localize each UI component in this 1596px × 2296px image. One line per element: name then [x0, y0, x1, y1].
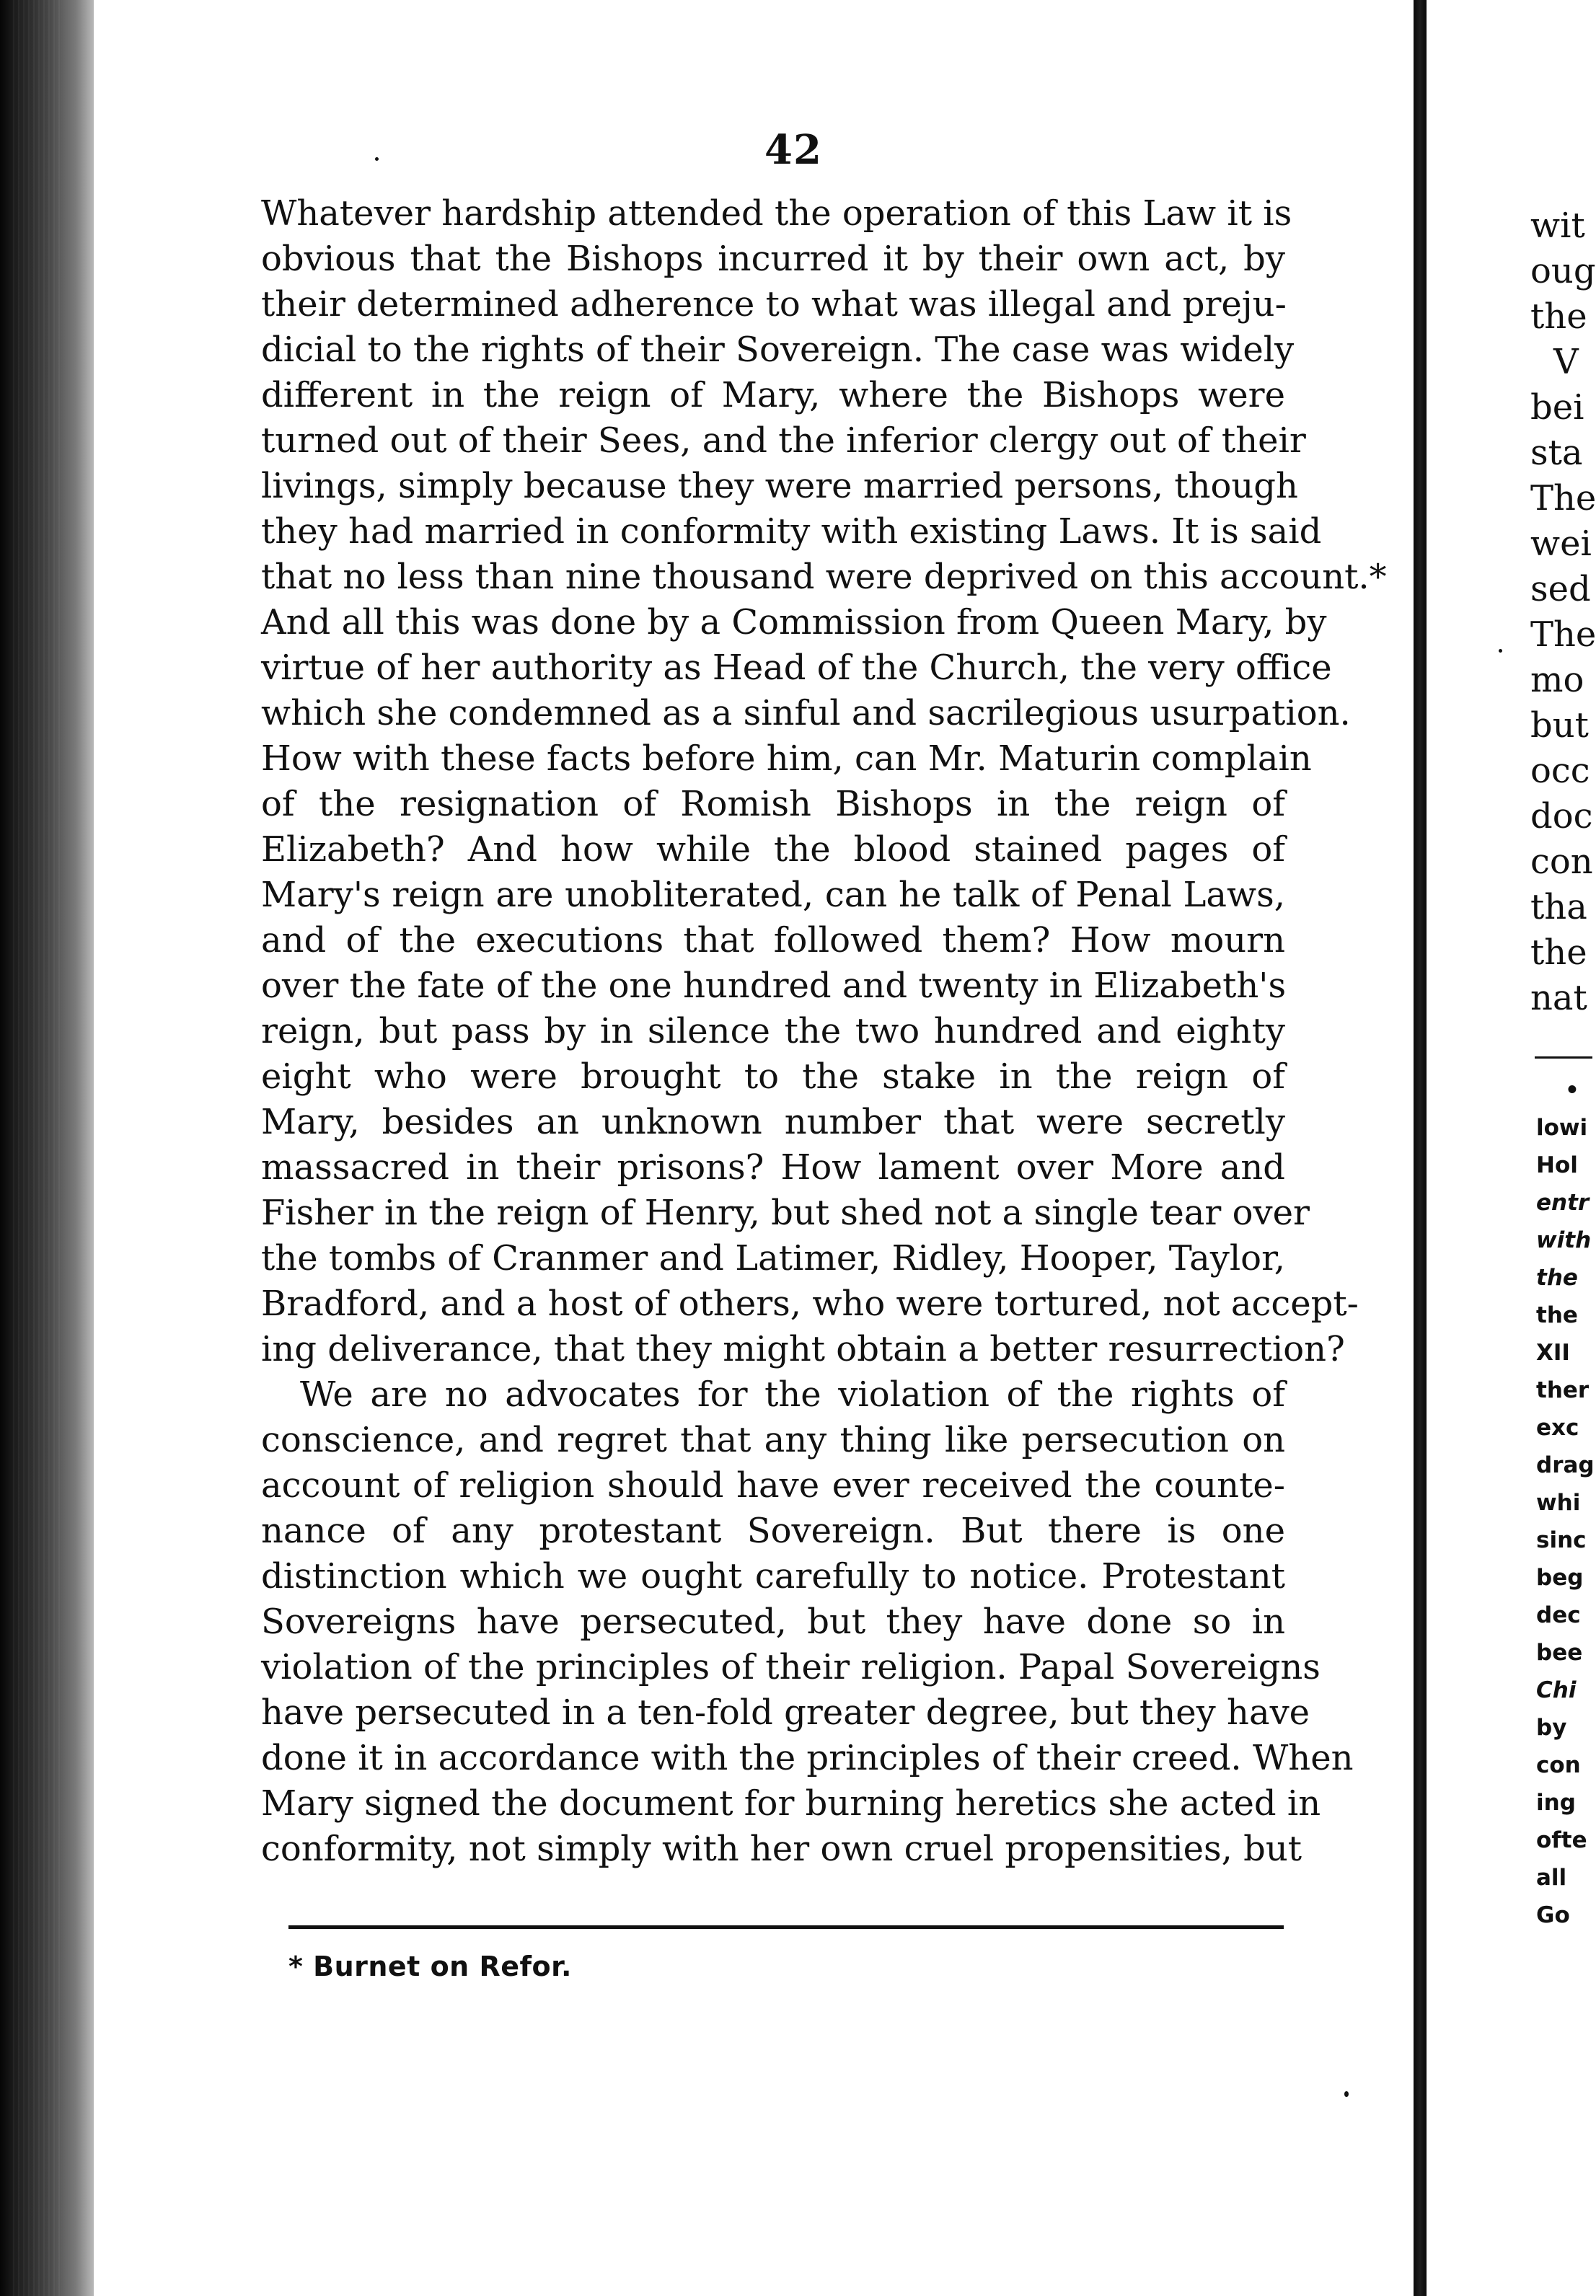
- adjacent-text-line: The: [1530, 478, 1596, 518]
- page-divider: [1414, 0, 1427, 2296]
- adjacent-footnote-line: beg: [1536, 1565, 1584, 1591]
- scan-speck: [375, 157, 379, 161]
- text-line: turned out of their Sees, and the inferior clergy out of their: [261, 420, 1306, 461]
- text-line: done it in accordance with the principles of their creed. When: [261, 1738, 1354, 1778]
- adjacent-footnote-line: Go: [1536, 1902, 1570, 1928]
- adjacent-footnote-line: XII: [1536, 1340, 1570, 1366]
- adjacent-footnote-line: dec: [1536, 1602, 1581, 1628]
- adjacent-footnote-rule: [1535, 1056, 1592, 1059]
- adjacent-text-line: but: [1530, 705, 1589, 746]
- text-line: reign, but pass by in silence the two hundred and eighty: [261, 1011, 1285, 1051]
- text-line: Mary signed the document for burning heretics she acted in: [261, 1783, 1321, 1824]
- adjacent-footnote-line: with: [1536, 1227, 1592, 1253]
- text-line: the tombs of Cranmer and Latimer, Ridley, Hooper, Taylor,: [261, 1238, 1285, 1279]
- text-line: How with these facts before him, can Mr. Maturin complain: [261, 738, 1312, 779]
- scan-speck: [1499, 649, 1502, 653]
- text-line: account of religion should have ever received the counte-: [261, 1465, 1285, 1506]
- text-line: that no less than nine thousand were deprived on this account.*: [261, 557, 1387, 597]
- text-line: over the fate of the one hundred and twenty in Elizabeth's: [261, 966, 1287, 1006]
- adjacent-footnote-line: whi: [1536, 1490, 1581, 1516]
- adjacent-text-line: bei: [1530, 387, 1584, 428]
- text-line: conscience, and regret that any thing like persecution on: [261, 1420, 1285, 1460]
- text-line: violation of the principles of their religion. Papal Sovereigns: [261, 1647, 1321, 1687]
- adjacent-footnote-line: ofte: [1536, 1827, 1587, 1853]
- text-line: which she condemned as a sinful and sacrilegious usurpation.: [261, 693, 1351, 733]
- adjacent-text-line: sed: [1530, 569, 1591, 609]
- adjacent-footnote-line: the: [1536, 1302, 1578, 1328]
- adjacent-text-line: the: [1530, 296, 1587, 337]
- text-line: and of the executions that followed them? How mourn: [261, 920, 1285, 961]
- adjacent-footnote-line: entr: [1536, 1190, 1590, 1216]
- adjacent-text-line: nat: [1530, 978, 1587, 1018]
- binding-texture: [13, 0, 63, 2296]
- text-line: And all this was done by a Commission from Queen Mary, by: [261, 602, 1327, 643]
- text-line: have persecuted in a ten-fold greater degree, but they have: [261, 1692, 1310, 1733]
- adjacent-text-line: wit: [1530, 206, 1585, 246]
- adjacent-footnote-line: Hol: [1536, 1152, 1578, 1178]
- adjacent-text-line: mo: [1530, 660, 1584, 700]
- adjacent-footnote-line: drag: [1536, 1452, 1595, 1478]
- footnote-rule: [288, 1925, 1284, 1929]
- text-line: ing deliverance, that they might obtain a better resurrection?: [261, 1329, 1345, 1369]
- scan-speck: [1344, 2091, 1349, 2097]
- text-line: nance of any protestant Sovereign. But there is one: [261, 1511, 1285, 1551]
- adjacent-text-line: wei: [1530, 524, 1592, 564]
- text-line: Sovereigns have persecuted, but they have done so in: [261, 1602, 1285, 1642]
- adjacent-text-line: the: [1530, 932, 1587, 973]
- text-line: dicial to the rights of their Sovereign. The case was widely: [261, 330, 1295, 370]
- adjacent-footnote-line: by: [1536, 1715, 1567, 1741]
- adjacent-footnote-line: con: [1536, 1752, 1581, 1778]
- text-line: Whatever hardship attended the operation of this Law it is: [261, 193, 1292, 234]
- text-line: livings, simply because they were married persons, though: [261, 466, 1298, 506]
- adjacent-footnote-line: Chi: [1536, 1677, 1577, 1703]
- adjacent-footnote-line: ing: [1536, 1790, 1576, 1816]
- adjacent-footnote-line: ther: [1536, 1377, 1590, 1403]
- text-line: different in the reign of Mary, where the Bishops were: [261, 375, 1285, 415]
- text-line: eight who were brought to the stake in the reign of: [261, 1056, 1285, 1097]
- adjacent-text-line: occ: [1530, 751, 1590, 791]
- adjacent-footnote-line: all: [1536, 1865, 1567, 1891]
- text-line: We are no advocates for the violation of the rights of: [300, 1374, 1285, 1415]
- text-line: their determined adherence to what was illegal and preju-: [261, 284, 1287, 324]
- adjacent-footnote-line: exc: [1536, 1415, 1579, 1441]
- page-number: 42: [764, 126, 822, 174]
- text-line: obvious that the Bishops incurred it by their own act, by: [261, 239, 1285, 279]
- text-line: they had married in conformity with existing Laws. It is said: [261, 511, 1322, 552]
- adjacent-text-line: sta: [1530, 433, 1583, 473]
- footnote: * Burnet on Refor.: [288, 1951, 572, 1982]
- adjacent-text-line: con: [1530, 842, 1593, 882]
- text-line: Fisher in the reign of Henry, but shed not a single tear over: [261, 1193, 1310, 1233]
- adjacent-footnote-line: lowi: [1536, 1115, 1588, 1141]
- adjacent-footnote-line: •: [1565, 1077, 1579, 1103]
- adjacent-footnote-line: sinc: [1536, 1527, 1587, 1553]
- text-line: Bradford, and a host of others, who were tortured, not accept-: [261, 1284, 1359, 1324]
- adjacent-text-line: doc: [1530, 796, 1593, 836]
- adjacent-text-line: tha: [1530, 887, 1587, 927]
- main-text-block: [261, 191, 1387, 1872]
- adjacent-text-line: oug: [1530, 251, 1596, 291]
- text-line: distinction which we ought carefully to notice. Protestant: [261, 1556, 1285, 1597]
- text-line: massacred in their prisons? How lament over More and: [261, 1147, 1285, 1188]
- text-line: virtue of her authority as Head of the Church, the very office: [261, 648, 1332, 688]
- adjacent-text-line: V: [1553, 342, 1579, 382]
- text-line: of the resignation of Romish Bishops in the reign of: [261, 784, 1285, 824]
- text-line: Mary, besides an unknown number that were secretly: [261, 1102, 1285, 1142]
- adjacent-footnote-line: the: [1536, 1265, 1578, 1291]
- text-line: Elizabeth? And how while the blood stained pages of: [261, 829, 1285, 870]
- text-line: conformity, not simply with her own cruel propensities, but: [261, 1829, 1302, 1869]
- adjacent-text-line: The: [1530, 614, 1596, 655]
- adjacent-footnote-line: bee: [1536, 1640, 1583, 1666]
- text-line: Mary's reign are unobliterated, can he talk of Penal Laws,: [261, 875, 1285, 915]
